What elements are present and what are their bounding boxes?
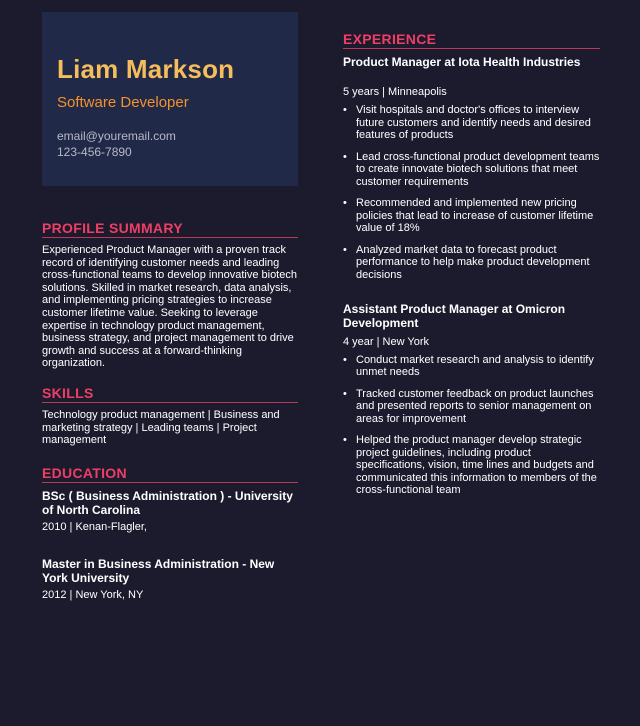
- bullet-icon: •: [343, 197, 347, 210]
- job-bullets: [343, 104, 600, 282]
- education-section: [42, 465, 298, 601]
- bullet-item: [343, 354, 600, 379]
- education-item: [42, 489, 298, 533]
- bullet-text: Helped the product manager develop strategic project guidelines, including product specifications, vision, time lines and budgets and communicated this information to members of the cross-functional team: [356, 434, 597, 497]
- job-title: Product Manager at Iota Health Industries: [343, 55, 581, 69]
- profile-text: Experienced Product Manager with a proven track record of identifying customer needs and leading cross-functional teams to develop innovative biotech solutions. Skilled in market research, data analysis, and implementing pricing strategies to increase customer lifetime value. Seeking to leverage expertise in technology product management, business strategy, and project management to drive growth and success at a forward-thinking organization.: [42, 244, 297, 370]
- education-meta: 2012 | New York, NY: [42, 589, 144, 601]
- phone-text: 123-456-7890: [57, 145, 132, 159]
- education-degree: Master in Business Administration - New York University: [42, 557, 275, 585]
- education-item: [42, 557, 298, 601]
- bullet-item: [343, 104, 600, 142]
- bullet-icon: •: [343, 353, 347, 366]
- candidate-role: Software Developer: [57, 94, 189, 111]
- education-degree: BSc ( Business Administration ) - University of North Carolina: [42, 489, 293, 517]
- education-meta: 2010 | Kenan-Flagler,: [42, 521, 147, 533]
- profile-title: PROFILE SUMMARY: [42, 220, 298, 238]
- job-meta: 4 year | New York: [343, 335, 430, 348]
- bullet-text: Conduct market research and analysis to identify unmet needs: [356, 353, 594, 379]
- skills-section: [42, 385, 298, 447]
- job-entry: [343, 55, 600, 282]
- bullet-text: Tracked customer feedback on product launches and presented reports to senior management on areas for improvement: [356, 387, 594, 425]
- job-bullets: [343, 354, 600, 498]
- bullet-icon: •: [343, 387, 347, 400]
- bullet-text: Lead cross-functional product development teams to create innovate biotech solutions that meet customer requirements: [356, 150, 600, 188]
- job-entry: [343, 302, 600, 498]
- bullet-item: [343, 244, 600, 282]
- bullet-text: Recommended and implemented new pricing policies that lead to increase of customer lifetime value of 18%: [356, 197, 594, 235]
- candidate-name: Liam Markson: [57, 54, 235, 84]
- skills-text: Technology product management | Business and marketing strategy | Leading teams | Project management: [42, 409, 280, 447]
- education-title: EDUCATION: [42, 465, 298, 483]
- skills-title: SKILLS: [42, 385, 298, 403]
- bullet-icon: •: [343, 434, 347, 447]
- bullet-icon: •: [343, 243, 347, 256]
- profile-section: [42, 220, 298, 370]
- job-meta: 5 years | Minneapolis: [343, 86, 447, 98]
- bullet-item: [343, 151, 600, 189]
- experience-title: EXPERIENCE: [343, 31, 600, 49]
- job-title: Assistant Product Manager at Omicron Development: [343, 301, 566, 330]
- header-card: [42, 12, 298, 186]
- bullet-text: Analyzed market data to forecast product performance to help make product development decisions: [356, 243, 590, 281]
- bullet-item: [343, 434, 600, 497]
- bullet-item: [343, 388, 600, 426]
- email-text: email@youremail.com: [57, 129, 176, 143]
- experience-section: [343, 31, 600, 506]
- bullet-icon: •: [343, 104, 347, 116]
- bullet-text: Visit hospitals and doctor's offices to interview future customers and identify needs and desired features of products: [356, 104, 591, 142]
- bullet-item: [343, 197, 600, 235]
- bullet-icon: •: [343, 150, 347, 163]
